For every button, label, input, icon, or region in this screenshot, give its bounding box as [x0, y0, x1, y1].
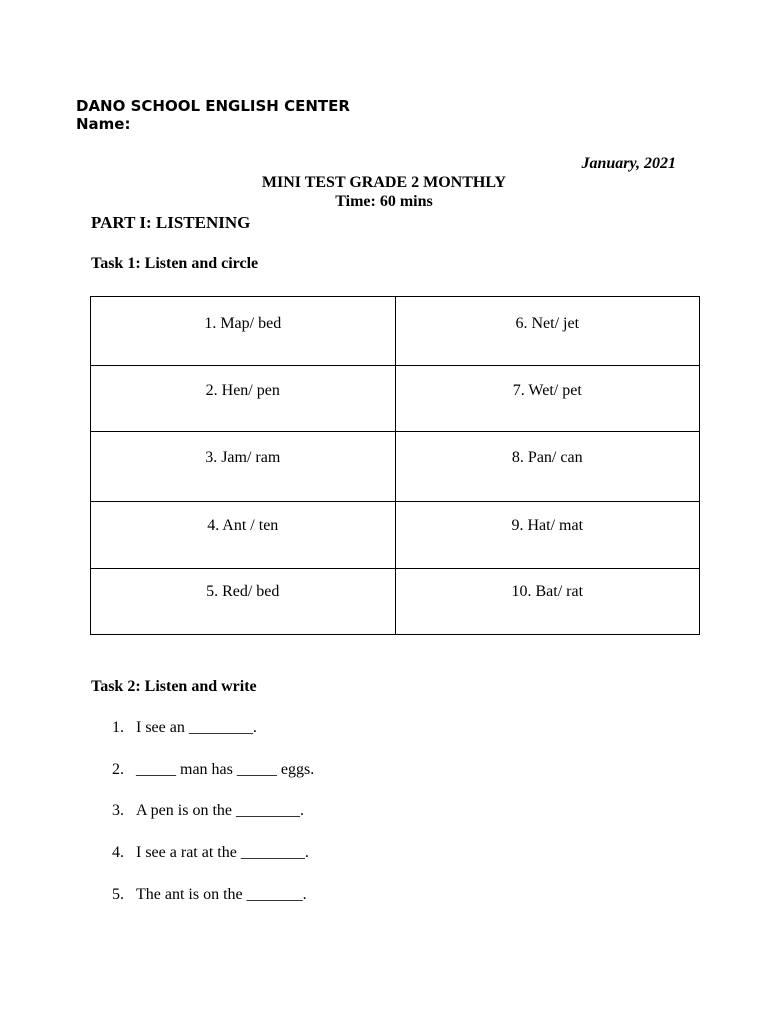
test-time: Time: 60 mins	[335, 193, 433, 210]
table-cell: 9. Hat/ mat	[395, 502, 700, 569]
table-cell: 5. Red/ bed	[91, 569, 396, 635]
table-cell: 1. Map/ bed	[91, 297, 396, 366]
item-number: 5.	[112, 886, 124, 903]
item-number: 4.	[112, 844, 124, 861]
table-cell: 3. Jam/ ram	[91, 432, 396, 502]
table-cell: 2. Hen/ pen	[91, 366, 396, 432]
test-title: MINI TEST GRADE 2 MONTHLY	[261, 174, 507, 191]
item-text: A pen is on the ________.	[136, 802, 304, 819]
table-row	[91, 502, 700, 569]
list-item	[112, 802, 304, 820]
table-row	[91, 432, 700, 502]
test-date: January, 2021	[581, 155, 676, 172]
item-number: 1.	[112, 719, 124, 736]
table-row	[91, 366, 700, 432]
task1-heading: Task 1: Listen and circle	[91, 255, 259, 272]
item-number: 2.	[112, 761, 124, 778]
table-cell: 7. Wet/ pet	[395, 366, 700, 432]
task2-heading: Task 2: Listen and write	[91, 678, 257, 695]
name-label: Name:	[76, 115, 131, 133]
list-item	[112, 761, 314, 779]
table-row	[91, 297, 700, 366]
item-text: I see a rat at the ________.	[136, 844, 309, 861]
list-item	[112, 886, 307, 904]
table-cell: 10. Bat/ rat	[395, 569, 700, 635]
item-text: I see an ________.	[136, 719, 257, 736]
table-row	[91, 569, 700, 635]
table-cell: 6. Net/ jet	[395, 297, 700, 366]
part1-heading: PART I: LISTENING	[91, 213, 251, 232]
item-text: The ant is on the _______.	[136, 886, 307, 903]
school-name: DANO SCHOOL ENGLISH CENTER	[76, 97, 350, 115]
table-cell: 4. Ant / ten	[91, 502, 396, 569]
item-text: _____ man has _____ eggs.	[136, 761, 315, 778]
list-item	[112, 844, 309, 862]
list-item	[112, 719, 257, 737]
item-number: 3.	[112, 802, 124, 819]
table-cell: 8. Pan/ can	[395, 432, 700, 502]
task1-table	[90, 296, 700, 635]
